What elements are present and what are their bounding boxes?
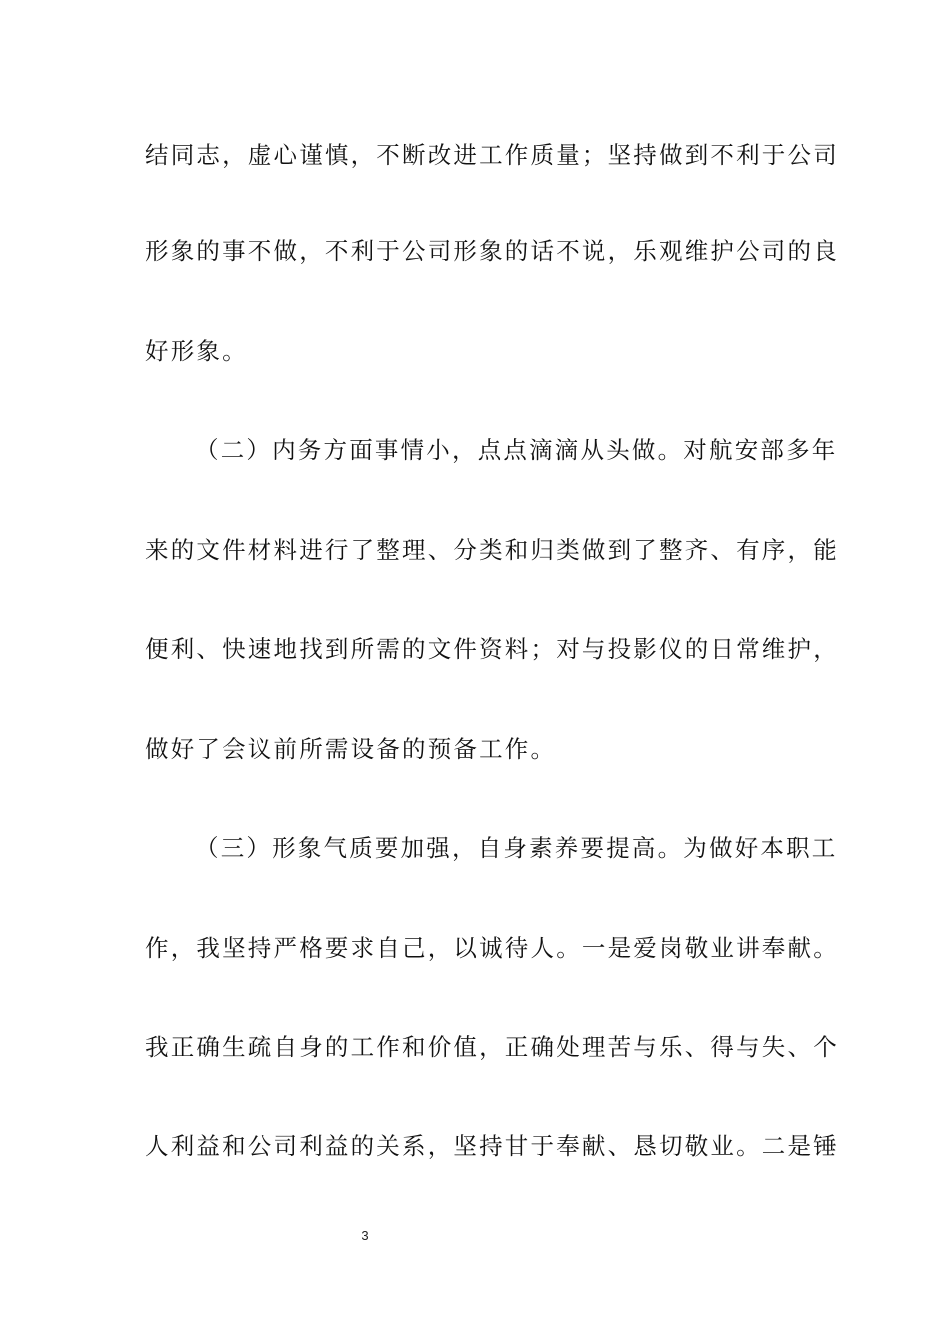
text-line-6: 便利、快速地找到所需的文件资料；对与投影仪的日常维护， xyxy=(145,635,839,663)
text-line-2: 形象的事不做，不利于公司形象的话不说，乐观维护公司的良 xyxy=(145,237,839,265)
text-line-4: （二）内务方面事情小，点点滴滴从头做。对航安部多年 xyxy=(195,436,838,464)
text-line-9: 作，我坚持严格要求自己，以诚待人。一是爱岗敬业讲奉献。 xyxy=(145,934,839,962)
text-line-3: 好形象。 xyxy=(145,337,248,365)
text-line-11: 人利益和公司利益的关系，坚持甘于奉献、恳切敬业。二是锤 xyxy=(145,1132,839,1160)
text-line-7: 做好了会议前所需设备的预备工作。 xyxy=(145,735,557,763)
text-line-8: （三）形象气质要加强，自身素养要提高。为做好本职工 xyxy=(195,834,838,862)
text-line-1: 结同志，虚心谨慎，不断改进工作质量；坚持做到不利于公司 xyxy=(145,141,839,169)
text-line-10: 我正确生疏自身的工作和价值，正确处理苦与乐、得与失、个 xyxy=(145,1033,839,1061)
text-line-5: 来的文件材料进行了整理、分类和归类做到了整齐、有序，能 xyxy=(145,536,839,564)
page-number: 3 xyxy=(361,1228,369,1243)
